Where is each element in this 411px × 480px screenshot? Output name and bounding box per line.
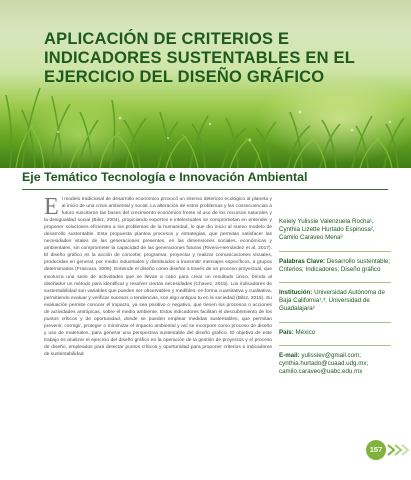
article-sidebar [279, 218, 391, 382]
country-label: País: [279, 328, 294, 336]
authors-block [279, 218, 391, 249]
page-number-badge: 157 [366, 440, 386, 460]
sidebar-divider [279, 282, 391, 283]
authors-text: Keiely Yulissie Valenzuela Rocha¹, Cynthia Lizette Hurtado Espinosa², Camilo Caraveo Mena³ [279, 218, 375, 242]
email-block [279, 352, 391, 383]
sidebar-divider [279, 345, 391, 346]
page-title: APLICACIÓN DE CRITERIOS E INDICADORES SUSTENTABLES EN EL EJERCICIO DEL DISEÑO GRÁFICO [44, 30, 355, 86]
institution-label: Institución: [279, 289, 313, 297]
email-text[interactable]: yulissiev@gmail.com; cynthia.hurtado@cuaad.udg.mx; camilo.caraveo@uabc.edu.mx [279, 351, 369, 376]
section-subtitle: Eje Temático Tecnología e Innovación Ambiental [22, 170, 308, 184]
country-text: México [295, 328, 316, 336]
institution-text: Universidad Autónoma de Baja California¹,³; Universidad de Guadalajara² [279, 289, 385, 313]
email-label: E-mail: [279, 351, 300, 359]
drop-cap: E [44, 194, 59, 220]
divider-line [22, 189, 388, 190]
keywords-block [279, 258, 391, 280]
article-paragraph [44, 196, 272, 358]
sidebar-divider [279, 251, 391, 252]
institution-block [279, 289, 391, 320]
country-block [279, 329, 391, 343]
header-grass-photo [0, 0, 411, 168]
article-body [44, 196, 272, 358]
keywords-text: Desarrollo sustentable; Criterios; Indicadores; Diseño gráfico [279, 257, 391, 273]
chevron-right-icon [386, 444, 410, 456]
keywords-label: Palabras Clave: [279, 257, 326, 265]
sidebar-divider [279, 322, 391, 323]
article-text: l modelo tradicional de desarrollo económico provocó un intenso deterioro ecológico al planeta y al inicio de una crisis ambiental y social. La alteración de estos problemas y las consecuencias a futuro suscitaron las bases del crecimiento económico frente al uso de los recursos naturales y la desigualdad social (Bilsz, 2004), propiciando expertos e intelectuales se comprometan en entender y proponer soluciones eficientes a los problemas de la humanidad, lo que dio inicio al nuevo modelo de desarrollo sustentable. Esta propuesta plantea procesos y estrategias, que permitan satisfacer las necesidades vitales de las generaciones presentes, en las dimensiones sociales, económicas y ambientales, sin comprometer la capacidad de las generaciones futuras (Rivera-Hernández et al, 2017). El diseño gráfico es la acción de concebir, programar, proyectar y realizar comunicaciones visuales, producidas en general, por medio industriales y distribuidos a transmitir mensajes específicos, a grupos determinados (Frascara, 2006). Entiende el diseño como diseñar a través de un proceso proyectual, que involucra una serie de actividades que se llevan a cabo para crear un resultado único, brinda al diseñador un método para identificar y resolver ciertas necesidades (Chavez, 2015). Los indicadores de sustentabilidad son variables que pueden ser observables y medibles, en forma cuantitativa y cualitativa, permitiendo evaluar y verificar sucesos o tendencias, son algo antiguo tu en la sociedad (Bilsz, 2015). Su evaluación permite conocer el impacto, ya sea positivo o negativo, que tienen los procesos o acciones de actividades antrópicas, sobre el medio ambiente. Estos indicadores facilitan el descubrimiento de los puntos críticos y de oportunidad, donde se pueden emplear medidas sustentables, que permitan prevenir, corregir, proteger o minimizar el impacto ambiental y así se incorpore como proceso de diseño y uso de materiales, para generar una perspectiva sustentable del diseño gráfico. El objetivo de este trabajo es analizar el ejercicio del diseño gráfico en la operación de la gestión de proyectos y el proceso de diseño, empleados para detectar puntos críticos y oportunidad para proponer criterios e indicadores de sustentabilidad. [44, 197, 272, 358]
